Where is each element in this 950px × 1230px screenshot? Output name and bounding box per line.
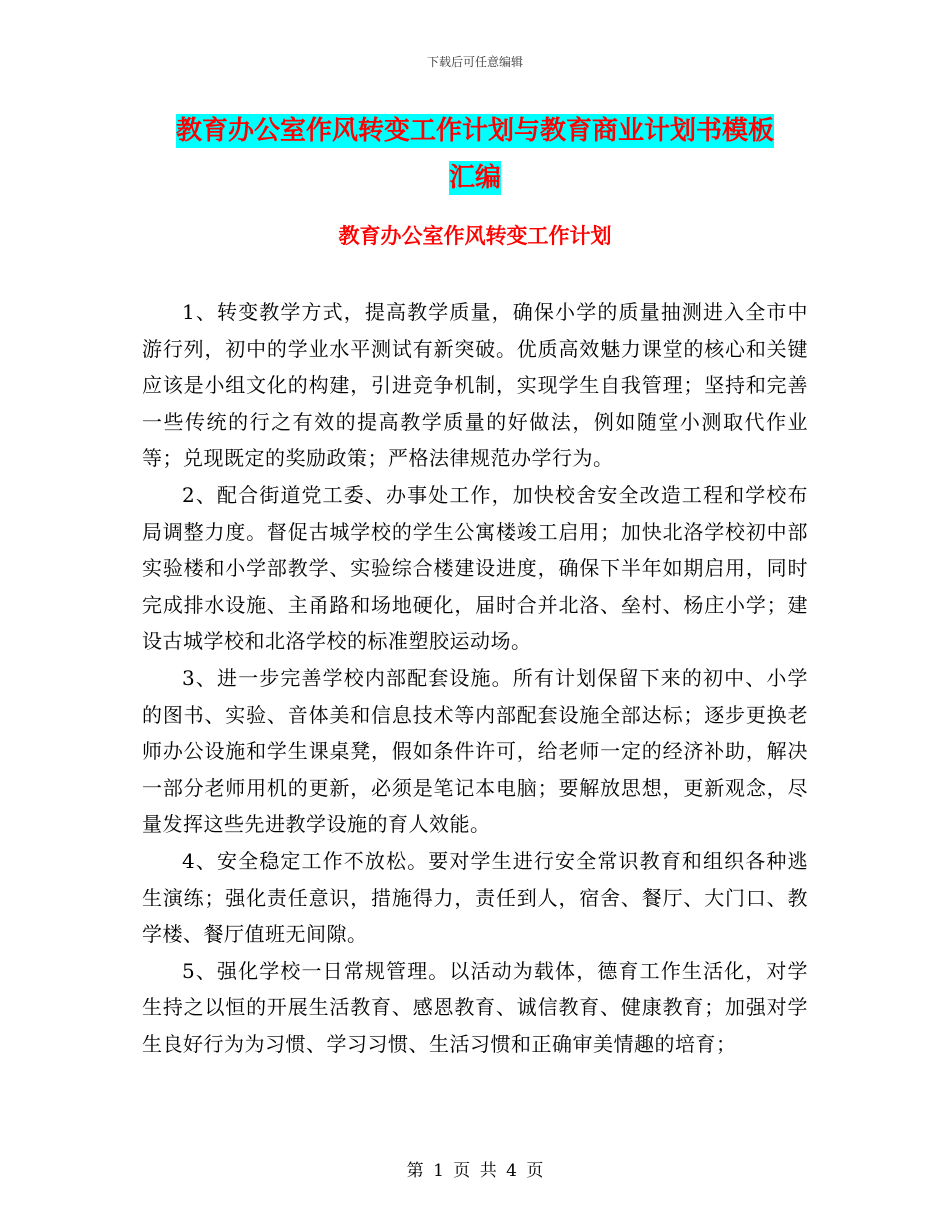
paragraph-4: 4、安全稳定工作不放松。要对学生进行安全常识教育和组织各种逃生演练；强化责任意识，措施得力，责任到人，宿舍、餐厅、大门口、教学楼、餐厅值班无间隙。 — [142, 848, 808, 947]
document-body — [142, 294, 808, 1062]
paragraph-1: 1、转变教学方式，提高教学质量，确保小学的质量抽测进入全市中游行列，初中的学业水平测试有新突破。优质高效魅力课堂的核心和关键应该是小组文化的构建，引进竞争机制，实现学生自我管理；坚持和完善一些传统的行之有效的提高教学质量的好做法，例如随堂小测取代作业等；兑现既定的奖励政策；严格法律规范办学行为。 — [142, 300, 808, 471]
document-title — [142, 108, 808, 202]
paragraph-3: 3、进一步完善学校内部配套设施。所有计划保留下来的初中、小学的图书、实验、音体美和信息技术等内部配套设施全部达标；逐步更换老师办公设施和学生课桌凳，假如条件许可，给老师一定的经济补助，解决一部分老师用机的更新，必须是笔记本电脑；要解放思想，更新观念，尽量发挥这些先进教学设施的育人效能。 — [142, 665, 808, 837]
paragraph-5: 5、强化学校一日常规管理。以活动为载体，德育工作生活化，对学生持之以恒的开展生活教育、感恩教育、诚信教育、健康教育；加强对学生良好行为为习惯、学习习惯、生活习惯和正确审美情趣的培育； — [142, 958, 808, 1056]
document-title-line-1: 教育办公室作风转变工作计划与教育商业计划书模板 — [175, 116, 774, 146]
document-title-line-2: 汇编 — [448, 163, 501, 193]
paragraph-2: 2、配合街道党工委、办事处工作，加快校舍安全改造工程和学校布局调整力度。督促古城学校的学生公寓楼竣工启用；加快北洛学校初中部实验楼和小学部教学、实验综合楼建设进度，确保下半年如期启用，同时完成排水设施、主甬路和场地硬化，届时合并北洛、垒村、杨庄小学；建设古城学校和北洛学校的标准塑胶运动场。 — [142, 482, 808, 654]
header-note: 下载后可任意编辑 — [426, 55, 523, 69]
section-title: 教育办公室作风转变工作计划 — [338, 223, 612, 248]
page-number-footer: 第 1 页 共 4 页 — [406, 1161, 544, 1181]
